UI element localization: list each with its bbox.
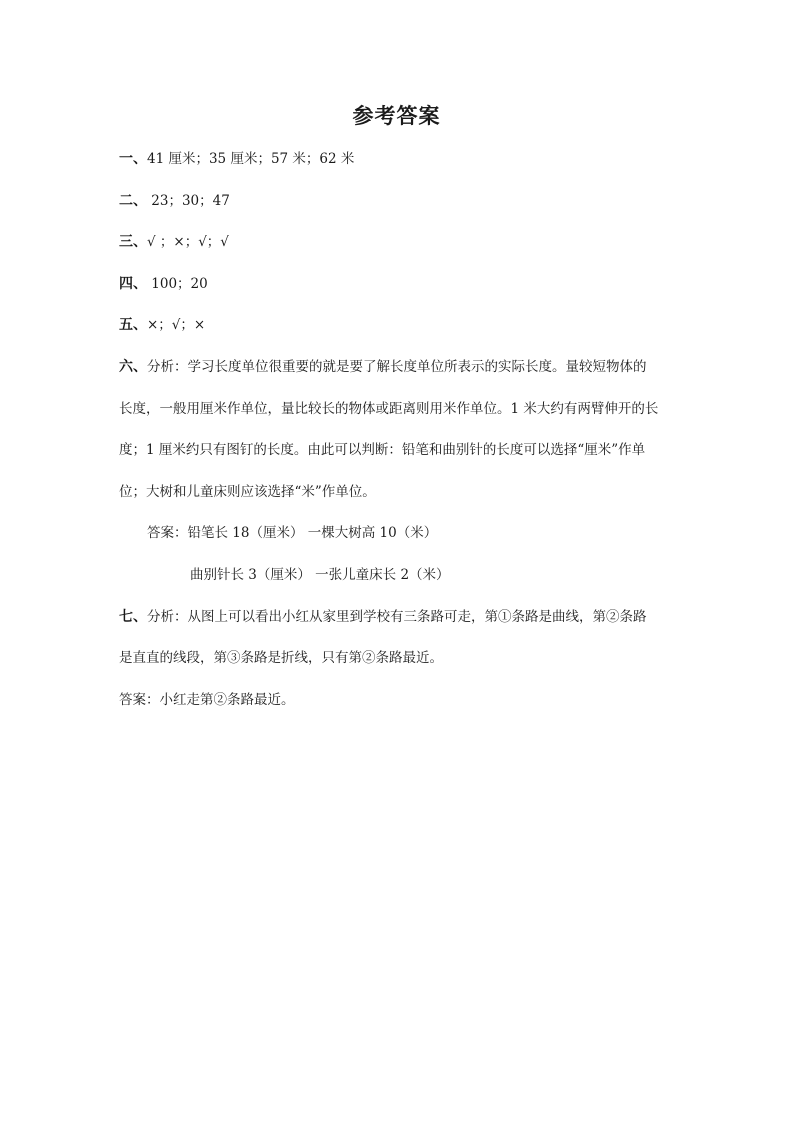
answer-6-answer-line-2: 曲别针长 3（厘米） 一张儿童床长 2（米） <box>190 567 450 583</box>
answer-5-number: 五、 <box>119 317 147 333</box>
answer-5 <box>119 315 205 335</box>
answer-6-answer-line-1: 答案：铅笔长 18（厘米） 一棵大树高 10（米） <box>147 525 438 541</box>
answer-6-line-2: 长度，一般用厘米作单位，量比较长的物体或距离则用米作单位。1 米大约有两臂伸开的长 <box>119 401 659 417</box>
answer-2-number: 二、 <box>119 193 147 209</box>
answer-7-line-1 <box>119 607 675 627</box>
answer-6-line-3: 度；1 厘米约只有图钉的长度。由此可以判断：铅笔和曲别针的长度可以选择“厘米”作单 <box>119 442 646 458</box>
answer-3-number: 三、 <box>119 234 147 250</box>
answer-3 <box>119 232 229 252</box>
answer-4 <box>119 274 208 294</box>
answer-6-line-1 <box>119 357 675 377</box>
answer-2 <box>119 191 230 211</box>
answer-1 <box>119 149 354 169</box>
answer-4-number: 四、 <box>119 276 147 292</box>
answer-6-analysis-text: 分析：学习长度单位很重要的就是要了解长度单位所表示的实际长度。量较短物体的 <box>147 359 647 375</box>
answer-1-text: 41 厘米；35 厘米；57 米；62 米 <box>147 151 355 167</box>
answer-1-number: 一、 <box>119 151 147 167</box>
answer-4-text: 100；20 <box>147 276 208 292</box>
answer-5-text: ×；√；× <box>147 317 206 333</box>
page-title: 参考答案 <box>352 104 441 128</box>
answer-3-text: √ ；×；√；√ <box>147 234 229 250</box>
answer-7-number: 七、 <box>119 609 147 625</box>
answer-7-answer: 答案：小红走第②条路最近。 <box>119 692 295 708</box>
answer-6-line-4: 位；大树和儿童床则应该选择“米”作单位。 <box>119 484 376 500</box>
answer-7-line-2: 是直直的线段，第③条路是折线，只有第②条路最近。 <box>119 650 443 666</box>
answer-7-analysis-text: 分析：从图上可以看出小红从家里到学校有三条路可走，第①条路是曲线，第②条路 <box>147 609 647 625</box>
answer-6-number: 六、 <box>119 359 147 375</box>
answer-2-text: 23；30；47 <box>147 193 230 209</box>
